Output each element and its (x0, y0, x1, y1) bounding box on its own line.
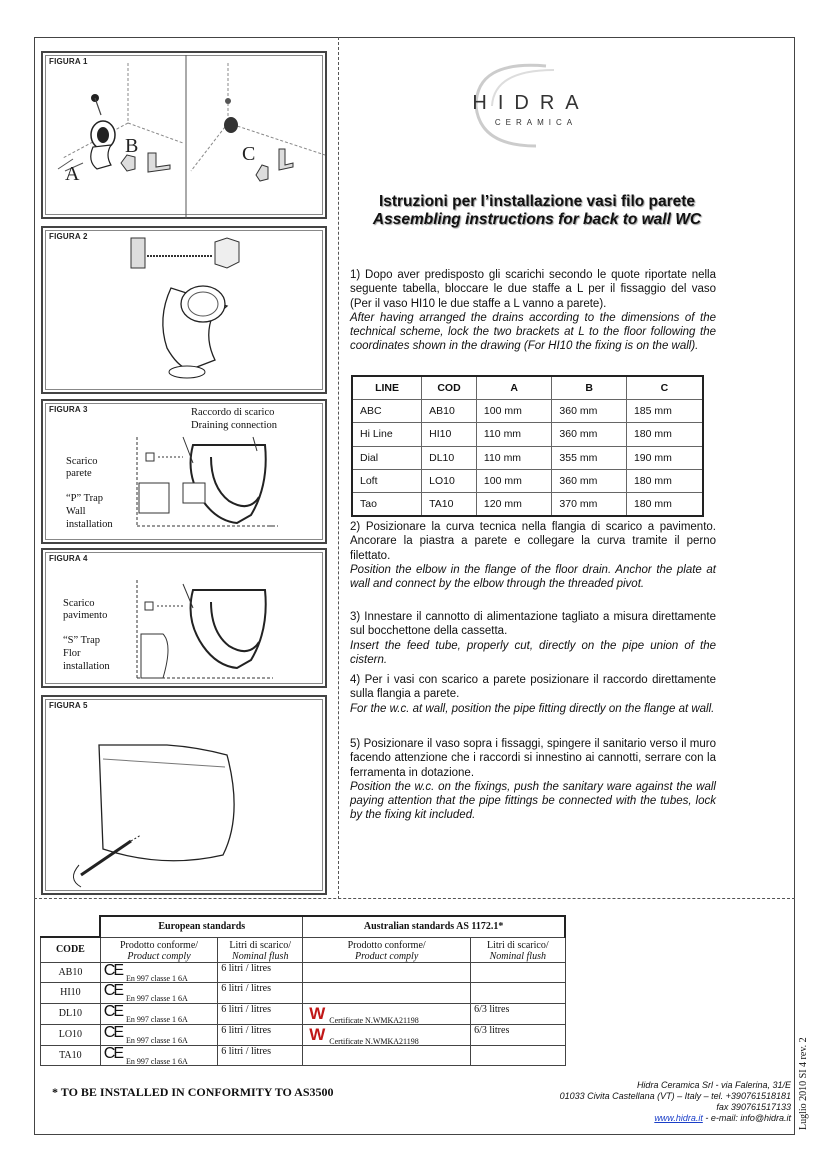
step-3 (350, 610, 716, 667)
col-c: C (626, 376, 703, 399)
litres-cell: 6 litri / litres (218, 962, 303, 983)
step-5 (350, 737, 716, 823)
figure-5-label: FIGURA 5 (49, 701, 88, 710)
step-5-en: Position the w.c. on the fixings, push the sanitary ware against the wall paying attention that the pipe fittings be connected with the tubes, lock by the fixing kit included. (350, 780, 716, 822)
company-city: 01033 Civita Castellana (VT) – Italy – tel. +390761518181 (559, 1091, 791, 1101)
step-2-it: 2) Posizionare la curva tecnica nella flangia di scarico a pavimento. Ancorare la piastra a parete e collegare la curva tramite il perno filettato. (350, 521, 716, 562)
standards-table (40, 915, 566, 1066)
eu-comply-en: Product comply (127, 950, 191, 962)
cell: 355 mm (552, 446, 627, 469)
cell: ABC (352, 399, 422, 422)
eu-comply-cell (100, 962, 217, 983)
col-line: LINE (352, 376, 422, 399)
cell: DL10 (422, 446, 477, 469)
col-b: B (552, 376, 627, 399)
drain-label-en: Draining connection (191, 420, 278, 431)
cell: 360 mm (552, 470, 627, 493)
step-4 (350, 673, 716, 716)
row-code: HI10 (41, 983, 101, 1004)
step-1-en: After having arranged the drains according to the dimensions of the technical scheme, lock the two brackets at L to the floor following the coordinates shown in the drawing (For HI10 the fixing is on the wall). (350, 311, 716, 353)
au-cert-cell (303, 1024, 471, 1045)
eu-comply-it: Prodotto conforme/ (120, 939, 199, 951)
table-row (352, 493, 703, 516)
norm-text: En 997 classe 1 6A (126, 973, 188, 983)
eu-flush-header (218, 937, 303, 962)
figure-1 (41, 51, 327, 219)
cert-text: Certificate N.WMKA21198 (329, 1015, 419, 1025)
cell: Dial (352, 446, 422, 469)
fig4-side-1: Scarico (63, 598, 95, 609)
table-row (41, 1003, 566, 1024)
norm-text: En 997 classe 1 6A (126, 994, 188, 1003)
step-2-en: Position the elbow in the flange of the floor drain. Anchor the plate at wall and connect by the elbow through the threaded pivot. (350, 563, 716, 591)
eu-flush-en: Nominal flush (232, 950, 289, 962)
watermark-icon: W (309, 1003, 326, 1023)
table-row (352, 423, 703, 446)
figure-1-label: FIGURA 1 (49, 57, 88, 66)
table-row (41, 1045, 566, 1066)
col-a: A (476, 376, 552, 399)
au-comply-en: Product comply (355, 950, 419, 962)
eu-comply-header (100, 937, 217, 962)
ce-mark-icon: CE (103, 1044, 123, 1062)
cell: Tao (352, 493, 422, 516)
col-cod: COD (422, 376, 477, 399)
company-contacts (480, 1113, 791, 1124)
litres-cell: 6 litri / litres (218, 1024, 303, 1045)
au-litres-cell: 6/3 litres (471, 1003, 565, 1024)
step-1 (350, 268, 716, 354)
row-code: TA10 (41, 1045, 101, 1066)
company-name: Hidra Ceramica Srl - via Falerina, 31/E (636, 1080, 791, 1090)
conformity-note: * TO BE INSTALLED IN CONFORMITY TO AS3500 (52, 1085, 334, 1099)
fig3-side-1: Scarico (66, 456, 98, 467)
drain-label-it: Raccordo di scarico (191, 407, 275, 418)
au-flush-header (471, 937, 565, 962)
step-4-it: 4) Per i vasi con scarico a parete posizionare il raccordo direttamente sulla flangia a parete. (350, 674, 716, 701)
cell: 100 mm (476, 470, 552, 493)
cell: 180 mm (626, 423, 703, 446)
cell: 370 mm (552, 493, 627, 516)
column-divider (338, 37, 339, 899)
cell: 110 mm (476, 446, 552, 469)
australian-standards-title: Australian standards AS 1172.1* (303, 916, 565, 937)
ce-mark-icon: CE (103, 982, 123, 999)
au-litres-cell (471, 962, 565, 983)
cell: 190 mm (626, 446, 703, 469)
letter-c: C (242, 143, 256, 165)
figure-5-drawing (43, 697, 329, 897)
step-4-en: For the w.c. at wall, position the pipe fitting directly on the flange at wall. (350, 702, 715, 715)
logo-brand: HIDRA (472, 92, 590, 114)
table-header-row (352, 376, 703, 399)
cell: Hi Line (352, 423, 422, 446)
norm-text: En 997 classe 1 6A (126, 1056, 188, 1066)
cell: 360 mm (552, 399, 627, 422)
row-code: AB10 (41, 962, 101, 983)
step-2 (350, 520, 716, 591)
norm-text: En 997 classe 1 6A (126, 1014, 188, 1024)
cell: 180 mm (626, 493, 703, 516)
cell: AB10 (422, 399, 477, 422)
step-3-en: Insert the feed tube, properly cut, directly on the pipe union of the cistern. (350, 639, 716, 666)
fig3-side-3: “P” Trap (66, 493, 104, 504)
eu-comply-cell (100, 1003, 217, 1024)
title-it: Istruzioni per l’installazione vasi filo parete (378, 193, 696, 210)
revision-label: Luglio 2010 SI 4 rev. 2 (798, 1037, 809, 1130)
step-5-it: 5) Posizionare il vaso sopra i fissaggi, spingere il sanitario verso il muro facendo attenzione che i raccordi si innestino ai cannotti, serrare con la ferramenta in dotazione. (350, 738, 716, 779)
au-cert-cell (303, 1045, 471, 1066)
website-link[interactable]: www.hidra.it (654, 1113, 703, 1123)
letter-b: B (125, 135, 139, 157)
cell: 180 mm (626, 470, 703, 493)
row-code: DL10 (41, 1003, 101, 1024)
au-cert-cell (303, 1003, 471, 1024)
figure-3 (41, 399, 327, 544)
email-text: - e-mail: info@hidra.it (702, 1113, 791, 1123)
figure-3-label: FIGURA 3 (49, 405, 88, 414)
logo-sub: CERAMICA (494, 118, 578, 127)
au-litres-cell: 6/3 litres (471, 1024, 565, 1045)
litres-cell: 6 litri / litres (218, 983, 303, 1004)
figure-4 (41, 548, 327, 688)
figure-5 (41, 695, 327, 895)
fig4-side-3: “S” Trap (63, 635, 101, 646)
fig3-side-4: Wall (66, 506, 86, 517)
figure-2 (41, 226, 327, 394)
litres-cell: 6 litri / litres (218, 1045, 303, 1066)
dimensions-table (351, 375, 704, 517)
cell: TA10 (422, 493, 477, 516)
cell: LO10 (422, 470, 477, 493)
ce-mark-icon: CE (103, 1023, 123, 1041)
cell: 100 mm (476, 399, 552, 422)
figure-2-label: FIGURA 2 (49, 232, 88, 241)
fig4-side-4: Flor (63, 648, 81, 659)
figure-4-label: FIGURA 4 (49, 554, 88, 563)
eu-flush-it: Litri di scarico/ (229, 939, 292, 951)
code-header: CODE (41, 937, 101, 962)
fig3-side-2: parete (66, 468, 92, 479)
fig4-side-2: pavimento (63, 610, 108, 621)
letter-a: A (65, 163, 80, 185)
logo (446, 60, 616, 150)
table-row (41, 962, 566, 983)
au-comply-header (303, 937, 471, 962)
eu-comply-cell (100, 1024, 217, 1045)
au-cert-cell (303, 962, 471, 983)
figure-2-drawing (43, 228, 329, 396)
table-row (41, 983, 566, 1004)
eu-comply-cell (100, 983, 217, 1004)
cell: 110 mm (476, 423, 552, 446)
au-litres-cell (471, 983, 565, 1004)
company-address (480, 1080, 791, 1124)
watermark-icon: W (309, 1024, 326, 1044)
ce-mark-icon: CE (103, 961, 123, 979)
ce-mark-icon: CE (103, 1002, 123, 1020)
cell: Loft (352, 470, 422, 493)
title-en: Assembling instructions for back to wall WC (372, 211, 702, 228)
table-row (352, 470, 703, 493)
au-flush-it: Litri di scarico/ (486, 939, 549, 951)
au-cert-cell (303, 983, 471, 1004)
table-row (41, 1024, 566, 1045)
au-comply-it: Prodotto conforme/ (347, 939, 426, 951)
au-litres-cell (471, 1045, 565, 1066)
litres-cell: 6 litri / litres (218, 1003, 303, 1024)
cell: HI10 (422, 423, 477, 446)
fig3-side-5: installation (66, 519, 113, 530)
step-1-it: 1) Dopo aver predisposto gli scarichi secondo le quote riportate nella seguente tabella, bloccare le due staffe a L per il fissaggio del vaso (Per il vaso HI10 le due staffe a L vanno a parete). (350, 269, 716, 310)
company-fax: fax 390761517133 (716, 1102, 791, 1112)
fig4-side-5: installation (63, 661, 110, 672)
au-flush-en: Nominal flush (489, 950, 546, 962)
cell: 185 mm (626, 399, 703, 422)
cell: 360 mm (552, 423, 627, 446)
cert-text: Certificate N.WMKA21198 (329, 1036, 419, 1046)
figure-1-drawing (43, 53, 329, 221)
table-row (352, 399, 703, 422)
cell: 120 mm (476, 493, 552, 516)
eu-comply-cell (100, 1045, 217, 1066)
european-standards-title: European standards (100, 916, 302, 937)
table-row (352, 446, 703, 469)
norm-text: En 997 classe 1 6A (126, 1035, 188, 1045)
row-code: LO10 (41, 1024, 101, 1045)
section-divider (34, 898, 795, 899)
step-3-it: 3) Innestare il cannotto di alimentazione tagliato a misura direttamente sul bocchettone della cassetta. (350, 611, 716, 638)
